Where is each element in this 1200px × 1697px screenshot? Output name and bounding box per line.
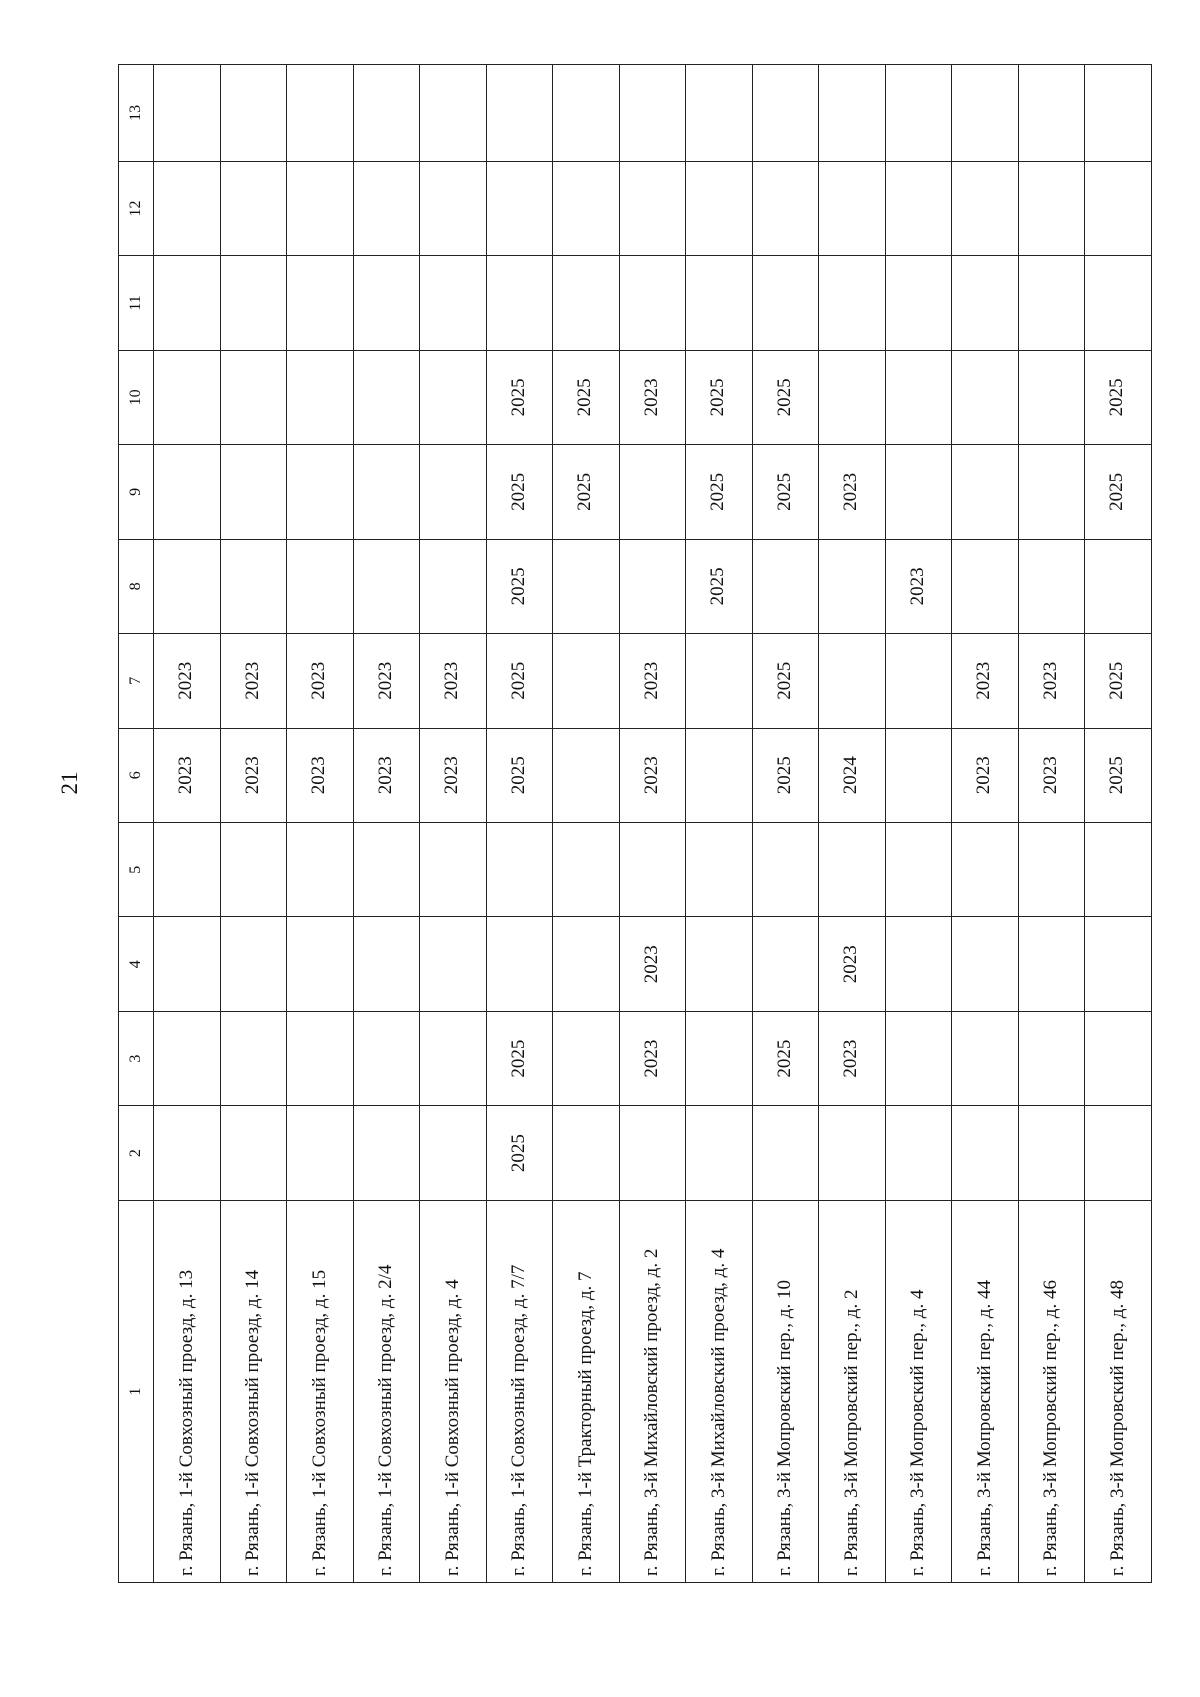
year-cell-col-13 [619, 65, 686, 162]
address-cell: г. Рязань, 1-й Совхозный проезд, д. 15 [287, 1200, 354, 1582]
year-cell-col-7: 2023 [952, 634, 1019, 728]
year-cell-col-13 [819, 65, 886, 162]
year-cell-col-5 [619, 822, 686, 916]
table-row [885, 65, 952, 1583]
year-cell-col-3: 2025 [752, 1011, 819, 1105]
address-cell: г. Рязань, 1-й Совхозный проезд, д. 7/7 [486, 1200, 553, 1582]
year-cell-col-7: 2023 [220, 634, 287, 728]
table-row [686, 65, 753, 1583]
year-cell-col-8 [353, 539, 420, 633]
year-cell-col-6: 2023 [420, 728, 487, 822]
year-cell-col-2 [287, 1106, 354, 1200]
year-cell-col-13 [752, 65, 819, 162]
year-cell-col-2 [686, 1106, 753, 1200]
year-cell-col-4 [553, 917, 620, 1011]
year-cell-col-3: 2023 [819, 1011, 886, 1105]
year-cell-col-9: 2025 [1085, 445, 1152, 539]
year-cell-col-4: 2023 [819, 917, 886, 1011]
column-header-4: 4 [119, 917, 154, 1011]
year-cell-col-3 [220, 1011, 287, 1105]
year-cell-col-9 [952, 445, 1019, 539]
table-row [553, 65, 620, 1583]
column-header-1: 1 [119, 1200, 154, 1582]
year-cell-col-13 [420, 65, 487, 162]
year-cell-col-11 [686, 256, 753, 350]
year-cell-col-5 [686, 822, 753, 916]
year-cell-col-7 [553, 634, 620, 728]
year-cell-col-10 [154, 350, 221, 444]
year-cell-col-4 [154, 917, 221, 1011]
year-cell-col-2 [819, 1106, 886, 1200]
address-cell: г. Рязань, 1-й Совхозный проезд, д. 14 [220, 1200, 287, 1582]
year-cell-col-10 [420, 350, 487, 444]
year-cell-col-8 [619, 539, 686, 633]
year-cell-col-13 [154, 65, 221, 162]
year-cell-col-13 [885, 65, 952, 162]
year-cell-col-5 [885, 822, 952, 916]
table-row [1018, 65, 1085, 1583]
year-cell-col-2 [752, 1106, 819, 1200]
year-cell-col-12 [885, 161, 952, 255]
year-cell-col-9 [220, 445, 287, 539]
year-cell-col-6: 2024 [819, 728, 886, 822]
year-cell-col-11 [486, 256, 553, 350]
year-cell-col-6 [885, 728, 952, 822]
year-cell-col-12 [819, 161, 886, 255]
year-cell-col-7 [686, 634, 753, 728]
year-cell-col-3 [420, 1011, 487, 1105]
year-cell-col-9 [885, 445, 952, 539]
table-row [420, 65, 487, 1583]
year-cell-col-9 [1018, 445, 1085, 539]
year-cell-col-10: 2025 [553, 350, 620, 444]
address-cell: г. Рязань, 1-й Совхозный проезд, д. 4 [420, 1200, 487, 1582]
column-header-8: 8 [119, 539, 154, 633]
year-cell-col-8: 2025 [486, 539, 553, 633]
year-cell-col-13 [220, 65, 287, 162]
year-cell-col-8 [819, 539, 886, 633]
year-cell-col-5 [819, 822, 886, 916]
header-row [119, 65, 154, 1583]
year-cell-col-10 [353, 350, 420, 444]
column-header-9: 9 [119, 445, 154, 539]
year-cell-col-8 [220, 539, 287, 633]
year-cell-col-8 [420, 539, 487, 633]
year-cell-col-11 [353, 256, 420, 350]
year-cell-col-6: 2023 [952, 728, 1019, 822]
year-cell-col-5 [287, 822, 354, 916]
year-cell-col-13 [1085, 65, 1152, 162]
year-cell-col-10 [952, 350, 1019, 444]
year-cell-col-12 [420, 161, 487, 255]
year-cell-col-2 [553, 1106, 620, 1200]
year-cell-col-10: 2025 [752, 350, 819, 444]
year-cell-col-3 [1018, 1011, 1085, 1105]
year-cell-col-8 [553, 539, 620, 633]
year-cell-col-8 [752, 539, 819, 633]
year-cell-col-7: 2023 [1018, 634, 1085, 728]
year-cell-col-5 [486, 822, 553, 916]
year-cell-col-6: 2025 [486, 728, 553, 822]
column-header-12: 12 [119, 161, 154, 255]
year-cell-col-7 [885, 634, 952, 728]
table-row [619, 65, 686, 1583]
table-row [819, 65, 886, 1583]
year-cell-col-9 [154, 445, 221, 539]
year-cell-col-9: 2025 [752, 445, 819, 539]
year-cell-col-4 [486, 917, 553, 1011]
year-cell-col-12 [154, 161, 221, 255]
year-cell-col-12 [353, 161, 420, 255]
year-cell-col-4 [952, 917, 1019, 1011]
year-cell-col-12 [220, 161, 287, 255]
year-cell-col-9 [420, 445, 487, 539]
table-row [752, 65, 819, 1583]
year-cell-col-11 [1085, 256, 1152, 350]
year-cell-col-6: 2023 [287, 728, 354, 822]
year-cell-col-11 [752, 256, 819, 350]
column-header-2: 2 [119, 1106, 154, 1200]
column-header-5: 5 [119, 822, 154, 916]
address-cell: г. Рязань, 3-й Мопровский пер., д. 4 [885, 1200, 952, 1582]
page-number: 21 [57, 771, 82, 795]
year-cell-col-13 [486, 65, 553, 162]
year-cell-col-2 [154, 1106, 221, 1200]
year-cell-col-11 [220, 256, 287, 350]
year-cell-col-4: 2023 [619, 917, 686, 1011]
year-cell-col-6 [553, 728, 620, 822]
address-cell: г. Рязань, 3-й Мопровский пер., д. 2 [819, 1200, 886, 1582]
year-cell-col-2 [420, 1106, 487, 1200]
year-cell-col-3: 2025 [486, 1011, 553, 1105]
year-cell-col-12 [486, 161, 553, 255]
year-cell-col-11 [420, 256, 487, 350]
year-cell-col-5 [154, 822, 221, 916]
schedule-table [118, 64, 1152, 1583]
table-frame [118, 64, 1128, 1583]
column-header-6: 6 [119, 728, 154, 822]
year-cell-col-9 [353, 445, 420, 539]
year-cell-col-2 [220, 1106, 287, 1200]
year-cell-col-10: 2025 [486, 350, 553, 444]
column-header-13: 13 [119, 65, 154, 162]
year-cell-col-12 [752, 161, 819, 255]
year-cell-col-11 [885, 256, 952, 350]
year-cell-col-6: 2023 [619, 728, 686, 822]
year-cell-col-2: 2025 [486, 1106, 553, 1200]
year-cell-col-3 [353, 1011, 420, 1105]
year-cell-col-6: 2025 [1085, 728, 1152, 822]
year-cell-col-11 [1018, 256, 1085, 350]
table-row [952, 65, 1019, 1583]
year-cell-col-12 [619, 161, 686, 255]
year-cell-col-7: 2023 [154, 634, 221, 728]
year-cell-col-3 [1085, 1011, 1152, 1105]
column-header-11: 11 [119, 256, 154, 350]
year-cell-col-4 [686, 917, 753, 1011]
year-cell-col-12 [1085, 161, 1152, 255]
year-cell-col-4 [885, 917, 952, 1011]
year-cell-col-12 [686, 161, 753, 255]
year-cell-col-8: 2023 [885, 539, 952, 633]
year-cell-col-12 [287, 161, 354, 255]
year-cell-col-7: 2023 [619, 634, 686, 728]
year-cell-col-5 [752, 822, 819, 916]
year-cell-col-11 [952, 256, 1019, 350]
year-cell-col-7: 2023 [287, 634, 354, 728]
year-cell-col-9: 2025 [686, 445, 753, 539]
year-cell-col-10 [287, 350, 354, 444]
year-cell-col-3 [154, 1011, 221, 1105]
year-cell-col-4 [287, 917, 354, 1011]
table-row [220, 65, 287, 1583]
year-cell-col-7: 2025 [752, 634, 819, 728]
year-cell-col-13 [287, 65, 354, 162]
year-cell-col-5 [952, 822, 1019, 916]
year-cell-col-11 [154, 256, 221, 350]
year-cell-col-6: 2025 [752, 728, 819, 822]
year-cell-col-8 [1018, 539, 1085, 633]
year-cell-col-9: 2025 [486, 445, 553, 539]
year-cell-col-7 [819, 634, 886, 728]
column-header-10: 10 [119, 350, 154, 444]
table-row [1085, 65, 1152, 1583]
year-cell-col-3 [287, 1011, 354, 1105]
year-cell-col-10: 2025 [686, 350, 753, 444]
year-cell-col-4 [1018, 917, 1085, 1011]
year-cell-col-4 [420, 917, 487, 1011]
table-row [353, 65, 420, 1583]
year-cell-col-6: 2023 [353, 728, 420, 822]
year-cell-col-13 [353, 65, 420, 162]
year-cell-col-9 [619, 445, 686, 539]
year-cell-col-8 [1085, 539, 1152, 633]
year-cell-col-9: 2025 [553, 445, 620, 539]
year-cell-col-7: 2025 [1085, 634, 1152, 728]
year-cell-col-2 [353, 1106, 420, 1200]
year-cell-col-10 [885, 350, 952, 444]
year-cell-col-5 [220, 822, 287, 916]
year-cell-col-13 [686, 65, 753, 162]
year-cell-col-8: 2025 [686, 539, 753, 633]
year-cell-col-8 [952, 539, 1019, 633]
year-cell-col-5 [1018, 822, 1085, 916]
year-cell-col-5 [1085, 822, 1152, 916]
year-cell-col-5 [553, 822, 620, 916]
year-cell-col-2 [885, 1106, 952, 1200]
year-cell-col-3 [885, 1011, 952, 1105]
address-cell: г. Рязань, 1-й Тракторный проезд, д. 7 [553, 1200, 620, 1582]
year-cell-col-4 [353, 917, 420, 1011]
year-cell-col-2 [1085, 1106, 1152, 1200]
year-cell-col-3: 2023 [619, 1011, 686, 1105]
year-cell-col-13 [553, 65, 620, 162]
year-cell-col-11 [819, 256, 886, 350]
year-cell-col-9: 2023 [819, 445, 886, 539]
year-cell-col-10: 2025 [1085, 350, 1152, 444]
year-cell-col-2 [1018, 1106, 1085, 1200]
year-cell-col-2 [619, 1106, 686, 1200]
year-cell-col-3 [686, 1011, 753, 1105]
year-cell-col-6: 2023 [220, 728, 287, 822]
year-cell-col-3 [952, 1011, 1019, 1105]
address-cell: г. Рязань, 1-й Совхозный проезд, д. 13 [154, 1200, 221, 1582]
year-cell-col-6: 2023 [1018, 728, 1085, 822]
year-cell-col-6: 2023 [154, 728, 221, 822]
year-cell-col-7: 2023 [420, 634, 487, 728]
year-cell-col-2 [952, 1106, 1019, 1200]
year-cell-col-11 [619, 256, 686, 350]
table-row [486, 65, 553, 1583]
year-cell-col-13 [952, 65, 1019, 162]
year-cell-col-5 [420, 822, 487, 916]
table-row [154, 65, 221, 1583]
address-cell: г. Рязань, 3-й Мопровский пер., д. 46 [1018, 1200, 1085, 1582]
year-cell-col-13 [1018, 65, 1085, 162]
year-cell-col-8 [154, 539, 221, 633]
year-cell-col-12 [1018, 161, 1085, 255]
year-cell-col-11 [553, 256, 620, 350]
address-cell: г. Рязань, 1-й Совхозный проезд, д. 2/4 [353, 1200, 420, 1582]
year-cell-col-10 [1018, 350, 1085, 444]
year-cell-col-11 [287, 256, 354, 350]
year-cell-col-12 [952, 161, 1019, 255]
address-cell: г. Рязань, 3-й Михайловский проезд, д. 2 [619, 1200, 686, 1582]
address-cell: г. Рязань, 3-й Михайловский проезд, д. 4 [686, 1200, 753, 1582]
year-cell-col-10 [220, 350, 287, 444]
address-cell: г. Рязань, 3-й Мопровский пер., д. 44 [952, 1200, 1019, 1582]
year-cell-col-5 [353, 822, 420, 916]
year-cell-col-4 [1085, 917, 1152, 1011]
column-header-7: 7 [119, 634, 154, 728]
year-cell-col-9 [287, 445, 354, 539]
year-cell-col-4 [752, 917, 819, 1011]
year-cell-col-10 [819, 350, 886, 444]
year-cell-col-12 [553, 161, 620, 255]
column-header-3: 3 [119, 1011, 154, 1105]
address-cell: г. Рязань, 3-й Мопровский пер., д. 10 [752, 1200, 819, 1582]
table-row [287, 65, 354, 1583]
year-cell-col-6 [686, 728, 753, 822]
year-cell-col-8 [287, 539, 354, 633]
address-cell: г. Рязань, 3-й Мопровский пер., д. 48 [1085, 1200, 1152, 1582]
year-cell-col-7: 2025 [486, 634, 553, 728]
year-cell-col-7: 2023 [353, 634, 420, 728]
year-cell-col-4 [220, 917, 287, 1011]
year-cell-col-10: 2023 [619, 350, 686, 444]
year-cell-col-3 [553, 1011, 620, 1105]
